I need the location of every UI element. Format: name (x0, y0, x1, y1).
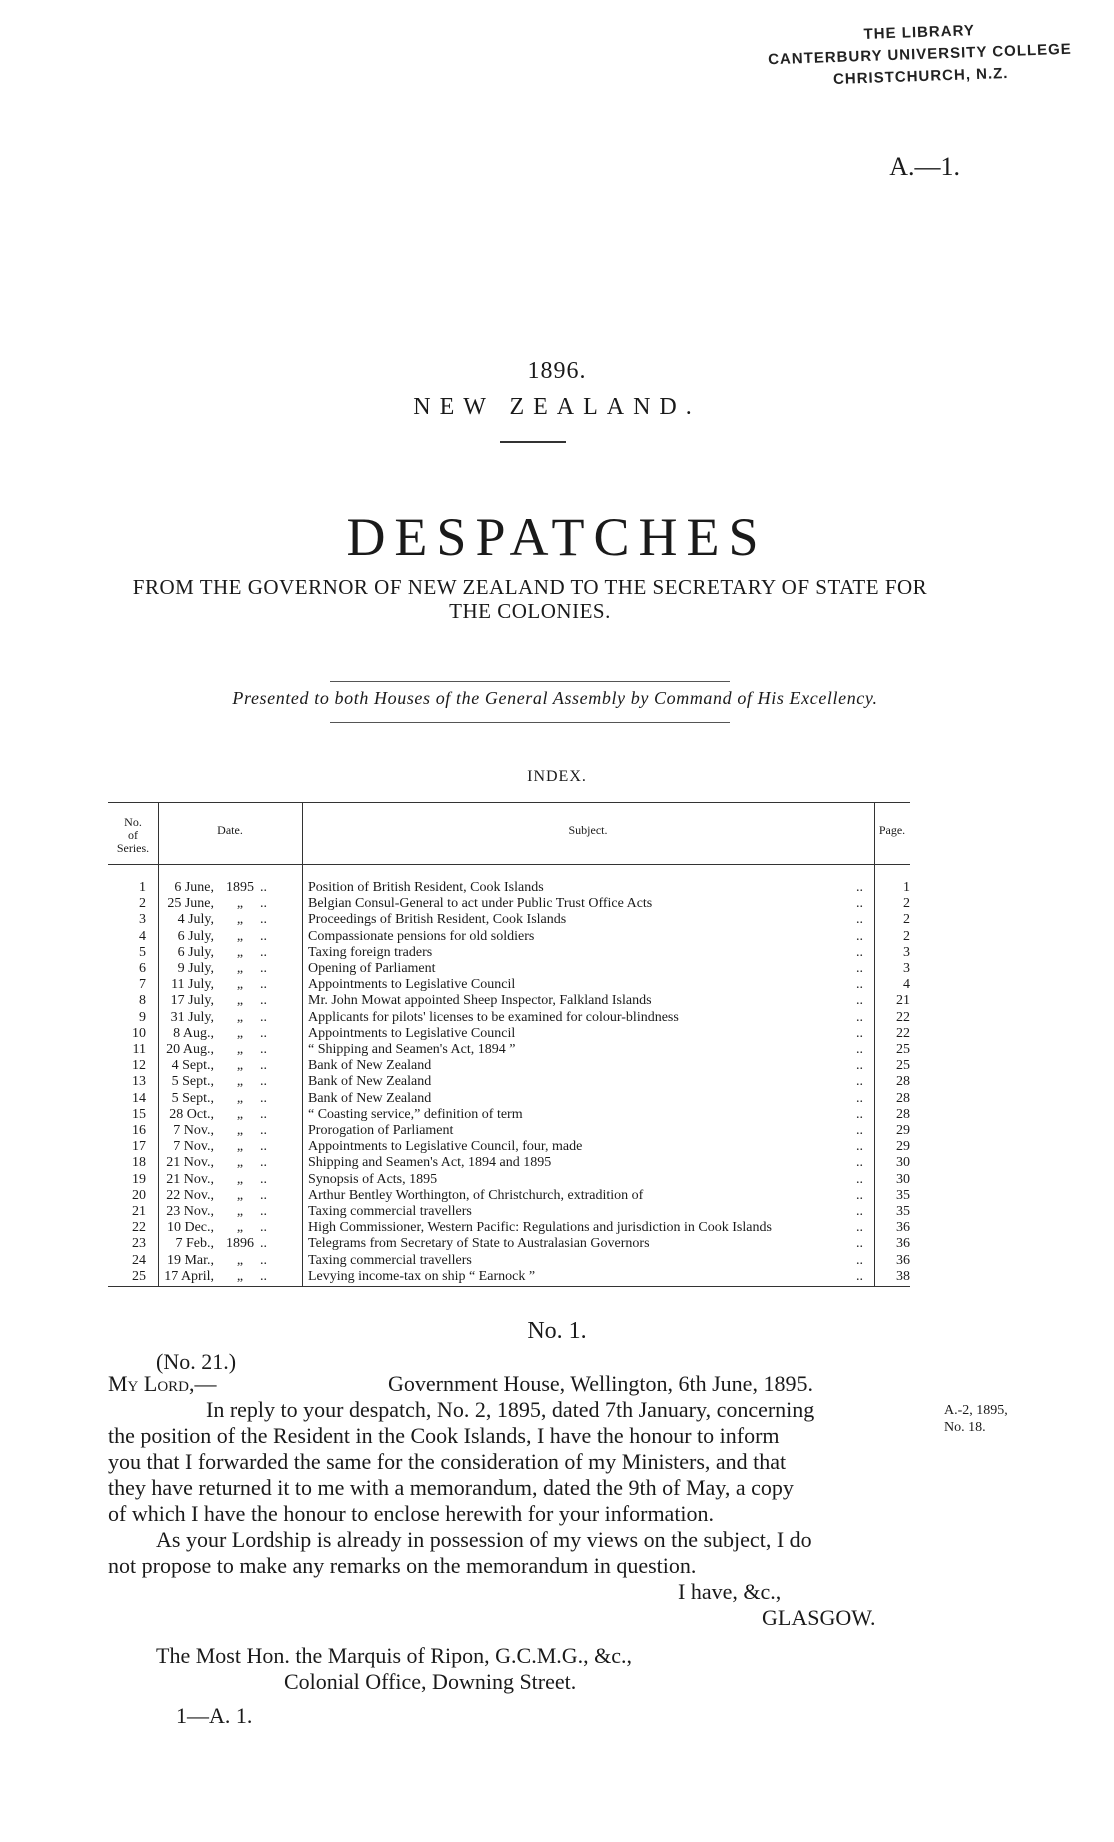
body-line: As your Lordship is already in possession of my views on the subject, I do (156, 1527, 812, 1552)
document-reference: A.—1. (889, 152, 960, 181)
row-subject-cell (308, 1188, 898, 1204)
index-heading: INDEX. (527, 768, 587, 785)
leader-dots: .. (856, 977, 863, 993)
stamp-line-3: CHRISTCHURCH, N.Z. (832, 64, 1009, 89)
row-date: 20 Aug., (166, 1042, 214, 1057)
row-date: 28 Oct., (169, 1106, 214, 1122)
row-subject: Synopsis of Acts, 1895 (308, 1172, 441, 1187)
row-subject: Applicants for pilots' licenses to be examined for colour-blindness (308, 1010, 683, 1025)
row-number: 11 (132, 1042, 146, 1057)
leader-dots: .. (260, 1187, 267, 1203)
leader-dots: .. (856, 1187, 863, 1203)
leader-dots: .. (856, 1009, 863, 1025)
row-page: 35 (896, 1187, 910, 1203)
row-date-mark: „ (236, 1042, 244, 1057)
leader-dots: .. (260, 1042, 267, 1057)
row-subject: Opening of Parliament (308, 961, 440, 976)
leader-dots: .. (856, 1090, 863, 1106)
presented-line: Presented to both Houses of the General Assembly by Command of His Excellency. (232, 688, 878, 708)
body-line: the position of the Resident in the Cook Islands, I have the honour to inform (108, 1423, 780, 1448)
leader-dots: .. (856, 1106, 863, 1122)
table-row (108, 1253, 910, 1269)
row-date-mark: „ (236, 944, 244, 960)
header-no-line2: of (128, 828, 138, 842)
row-subject-cell (308, 1269, 898, 1285)
row-page: 21 (896, 993, 910, 1009)
row-date-mark: „ (236, 1106, 244, 1122)
leader-dots: .. (260, 896, 267, 912)
row-page: 4 (903, 977, 910, 993)
year: 1896. (527, 358, 587, 384)
row-date-mark: „ (236, 977, 244, 993)
leader-dots: .. (856, 1204, 863, 1219)
row-subject: “ Shipping and Seamen's Act, 1894 ” (308, 1042, 519, 1057)
row-date: 17 April, (164, 1268, 214, 1284)
table-row (108, 1091, 910, 1107)
leader-dots: .. (260, 1171, 267, 1187)
table-row (108, 1058, 910, 1074)
row-page: 35 (896, 1204, 910, 1219)
table-row (108, 1204, 910, 1220)
row-subject: Taxing foreign traders (308, 945, 436, 960)
leader-dots: .. (260, 880, 267, 895)
row-number: 23 (132, 1236, 146, 1252)
row-date-mark: „ (236, 961, 244, 976)
table-bottom-rule (108, 1286, 910, 1287)
table-row (108, 912, 910, 928)
row-number: 16 (132, 1123, 146, 1138)
row-number: 8 (139, 993, 146, 1009)
row-number: 4 (139, 928, 146, 944)
row-subject-cell (308, 929, 898, 945)
row-date: 5 Sept., (171, 1090, 214, 1106)
row-number: 3 (139, 912, 146, 928)
leader-dots: .. (260, 1009, 267, 1025)
row-number: 18 (132, 1155, 146, 1171)
body-line: of which I have the honour to enclose herewith for your information. (108, 1501, 715, 1526)
table-header-rule (108, 864, 910, 865)
row-page: 28 (896, 1106, 910, 1122)
row-number: 22 (132, 1220, 146, 1236)
margin-note (944, 1402, 1008, 1436)
row-page: 29 (896, 1139, 910, 1155)
row-date-mark: „ (236, 896, 244, 912)
leader-dots: .. (856, 1220, 863, 1236)
row-date: 9 July, (177, 961, 214, 976)
row-number: 14 (132, 1090, 146, 1106)
leader-dots: .. (856, 1123, 863, 1138)
leader-dots: .. (260, 1106, 267, 1122)
leader-dots: .. (260, 1123, 267, 1138)
row-subject-cell (308, 1172, 898, 1188)
row-date-mark: „ (236, 1171, 244, 1187)
row-number: 5 (139, 944, 146, 960)
row-date: 8 Aug., (173, 1025, 214, 1041)
body-line: not propose to make any remarks on the memorandum in question. (108, 1553, 697, 1578)
table-row (108, 896, 910, 912)
row-date-mark: „ (236, 1090, 244, 1106)
row-date-mark: „ (236, 1268, 244, 1284)
table-row (108, 945, 910, 961)
row-number: 1 (139, 880, 146, 895)
row-date: 17 July, (170, 993, 214, 1009)
leader-dots: .. (260, 993, 267, 1009)
row-page: 38 (896, 1268, 910, 1284)
row-subject: Arthur Bentley Worthington, of Christchurch, extradition of (308, 1188, 647, 1203)
row-page: 3 (903, 944, 910, 960)
row-subject-cell (308, 1026, 898, 1042)
row-subject: Appointments to Legislative Council (308, 977, 519, 992)
header-date: Date. (217, 823, 243, 837)
header-page: Page. (878, 823, 906, 837)
table-row (108, 1042, 910, 1058)
row-date: 19 Mar., (166, 1252, 214, 1268)
row-date-mark: „ (236, 912, 244, 928)
body-line: you that I forwarded the same for the consideration of my Ministers, and that (108, 1449, 787, 1474)
index-table (108, 802, 910, 1298)
dateline: Government House, Wellington, 6th June, 1895. (388, 1371, 813, 1396)
leader-dots: .. (260, 1025, 267, 1041)
row-subject-cell (308, 880, 898, 896)
leader-dots: .. (856, 1236, 863, 1252)
leader-dots: .. (856, 1139, 863, 1155)
row-number: 19 (132, 1171, 146, 1187)
row-page: 29 (896, 1123, 910, 1138)
despatch-ref: (No. 21.) (156, 1349, 237, 1374)
row-subject: Position of British Resident, Cook Islands (308, 880, 548, 895)
row-page: 28 (896, 1074, 910, 1090)
salutation: My Lord,— (108, 1371, 217, 1396)
page-subtitle: FROM THE GOVERNOR OF NEW ZEALAND TO THE SECRETARY OF STATE FOR THE COLONIES. (132, 575, 928, 623)
row-date: 4 July, (177, 912, 214, 928)
row-subject-cell (308, 1058, 898, 1074)
row-date: 6 July, (177, 944, 214, 960)
row-page: 2 (903, 896, 910, 912)
row-date-mark: „ (236, 1155, 244, 1171)
table-row (108, 977, 910, 993)
row-page: 36 (896, 1236, 910, 1252)
row-date-mark: „ (236, 1139, 244, 1155)
row-subject-cell (308, 993, 898, 1009)
row-subject-cell (308, 1091, 898, 1107)
table-row (108, 961, 910, 977)
row-subject: Belgian Consul-General to act under Public Trust Office Acts (308, 896, 656, 911)
leader-dots: .. (260, 912, 267, 928)
leader-dots: .. (260, 944, 267, 960)
row-date-mark: „ (236, 993, 244, 1009)
leader-dots: .. (260, 928, 267, 944)
row-date: 22 Nov., (166, 1187, 214, 1203)
row-number: 12 (132, 1058, 146, 1074)
row-date-mark: „ (236, 1187, 244, 1203)
row-subject: Appointments to Legislative Council (308, 1026, 519, 1041)
page-title: DESPATCHES (346, 507, 768, 567)
table-row (108, 1188, 910, 1204)
row-page: 25 (896, 1042, 910, 1057)
row-date-mark: „ (236, 1025, 244, 1041)
row-subject: Shipping and Seamen's Act, 1894 and 1895 (308, 1155, 555, 1170)
row-date: 5 Sept., (171, 1074, 214, 1090)
title-divider (500, 441, 566, 443)
row-subject-cell (308, 945, 898, 961)
table-row (108, 1026, 910, 1042)
row-subject: Prorogation of Parliament (308, 1123, 457, 1138)
row-number: 17 (132, 1139, 146, 1155)
leader-dots: .. (856, 928, 863, 944)
row-subject: Bank of New Zealand (308, 1058, 435, 1073)
leader-dots: .. (260, 961, 267, 976)
row-date-mark: „ (236, 1204, 244, 1219)
row-subject-cell (308, 1139, 898, 1155)
row-date-mark: „ (236, 1009, 244, 1025)
row-date: 25 June, (167, 896, 214, 912)
leader-dots: .. (856, 1074, 863, 1090)
table-row (108, 993, 910, 1009)
table-row (108, 1107, 910, 1123)
row-page: 25 (896, 1058, 910, 1074)
leader-dots: .. (260, 1139, 267, 1155)
leader-dots: .. (856, 993, 863, 1009)
row-subject: Telegrams from Secretary of State to Australasian Governors (308, 1236, 654, 1251)
leader-dots: .. (856, 1155, 863, 1171)
body-line: In reply to your despatch, No. 2, 1895, dated 7th January, concerning (206, 1397, 815, 1422)
header-subject: Subject. (568, 823, 608, 837)
row-number: 2 (139, 896, 146, 912)
row-date-mark: 1895 (226, 880, 254, 895)
row-page: 2 (903, 912, 910, 928)
leader-dots: .. (856, 896, 863, 912)
table-row (108, 1172, 910, 1188)
stamp-line-1: THE LIBRARY (863, 22, 976, 43)
leader-dots: .. (856, 961, 863, 976)
leader-dots: .. (856, 1252, 863, 1268)
leader-dots: .. (260, 977, 267, 993)
row-subject-cell (308, 896, 898, 912)
row-date: 4 Sept., (171, 1058, 214, 1074)
leader-dots: .. (260, 1058, 267, 1074)
row-subject: Taxing commercial travellers (308, 1204, 476, 1219)
margin-note-line1: A.-2, 1895, (944, 1403, 1008, 1418)
row-page: 1 (903, 880, 910, 895)
row-date: 6 July, (177, 928, 214, 944)
row-date-mark: „ (236, 1058, 244, 1074)
leader-dots: .. (856, 1268, 863, 1284)
row-subject: Levying income-tax on ship “ Earnock ” (308, 1269, 539, 1284)
table-row (108, 1123, 910, 1139)
row-date-mark: „ (236, 928, 244, 944)
row-subject: “ Coasting service,” definition of term (308, 1107, 527, 1122)
addressee-line1: The Most Hon. the Marquis of Ripon, G.C.M.G., &c., (156, 1643, 633, 1668)
row-date: 21 Nov., (166, 1155, 214, 1171)
leader-dots: .. (260, 1236, 267, 1252)
row-subject-cell (308, 1123, 898, 1139)
row-page: 30 (896, 1171, 910, 1187)
row-page: 3 (903, 961, 910, 976)
leader-dots: .. (856, 1025, 863, 1041)
leader-dots: .. (260, 1268, 267, 1284)
leader-dots: .. (260, 1155, 267, 1171)
row-page: 36 (896, 1252, 910, 1268)
row-date-mark: „ (236, 1252, 244, 1268)
row-date: 6 June, (174, 880, 214, 895)
leader-dots: .. (260, 1204, 267, 1219)
row-date-mark: „ (236, 1123, 244, 1138)
row-subject-cell (308, 1074, 898, 1090)
row-subject-cell (308, 1042, 898, 1058)
row-number: 20 (132, 1187, 146, 1203)
leader-dots: .. (260, 1220, 267, 1236)
table-row (108, 929, 910, 945)
table-row (108, 1074, 910, 1090)
row-page: 22 (896, 1009, 910, 1025)
row-number: 7 (139, 977, 146, 993)
row-page: 30 (896, 1155, 910, 1171)
row-date: 7 Nov., (173, 1123, 214, 1138)
header-no-series (108, 816, 158, 855)
leader-dots: .. (856, 1058, 863, 1074)
row-page: 28 (896, 1090, 910, 1106)
row-subject: Bank of New Zealand (308, 1074, 435, 1089)
table-row (108, 1139, 910, 1155)
table-top-rule (108, 802, 910, 803)
row-subject: Bank of New Zealand (308, 1091, 435, 1106)
row-number: 9 (139, 1009, 146, 1025)
row-subject: Mr. John Mowat appointed Sheep Inspector, Falkland Islands (308, 993, 656, 1008)
leader-dots: .. (856, 1042, 863, 1057)
row-subject-cell (308, 977, 898, 993)
row-number: 10 (132, 1025, 146, 1041)
table-row (108, 1269, 910, 1285)
row-number: 6 (139, 961, 146, 976)
row-subject-cell (308, 1204, 898, 1220)
row-number: 25 (132, 1268, 146, 1284)
leader-dots: .. (856, 880, 863, 895)
row-number: 15 (132, 1106, 146, 1122)
row-date: 21 Nov., (166, 1171, 214, 1187)
row-page: 36 (896, 1220, 910, 1236)
leader-dots: .. (856, 1171, 863, 1187)
row-date: 31 July, (170, 1009, 214, 1025)
row-subject: High Commissioner, Western Pacific: Regulations and jurisdiction in Cook Islands (308, 1220, 776, 1235)
row-subject-cell (308, 912, 898, 928)
header-no-line3: Series. (116, 841, 150, 855)
row-number: 13 (132, 1074, 146, 1090)
row-date: 7 Feb., (175, 1236, 214, 1252)
row-page: 2 (903, 928, 910, 944)
addressee-line2: Colonial Office, Downing Street. (284, 1669, 577, 1694)
row-subject: Compassionate pensions for old soldiers (308, 929, 538, 944)
row-number: 21 (132, 1204, 146, 1219)
margin-note-line2: No. 18. (944, 1420, 986, 1435)
row-date: 10 Dec., (166, 1220, 214, 1236)
stamp-line-2: CANTERBURY UNIVERSITY COLLEGE (767, 40, 1073, 69)
table-row (108, 1220, 910, 1236)
signature: GLASGOW. (762, 1605, 876, 1630)
despatch-heading: No. 1. (527, 1318, 587, 1344)
table-row (108, 880, 910, 896)
row-date-mark: „ (236, 1220, 244, 1236)
row-page: 22 (896, 1025, 910, 1041)
header-no-line1: No. (124, 815, 142, 829)
library-stamp (739, 16, 1101, 95)
leader-dots: .. (260, 1090, 267, 1106)
row-subject-cell (308, 961, 898, 977)
row-date-mark: 1896 (226, 1236, 254, 1252)
row-subject: Appointments to Legislative Council, four, made (308, 1139, 586, 1154)
leader-dots: .. (260, 1074, 267, 1090)
row-subject-cell (308, 1220, 898, 1236)
row-date: 23 Nov., (166, 1204, 214, 1219)
row-subject-cell (308, 1236, 898, 1252)
table-row (108, 1236, 910, 1252)
leader-dots: .. (856, 912, 863, 928)
row-date: 7 Nov., (173, 1139, 214, 1155)
page-footer: 1—A. 1. (176, 1703, 253, 1728)
leader-dots: .. (260, 1252, 267, 1268)
country: NEW ZEALAND. (413, 394, 701, 420)
row-subject: Taxing commercial travellers (308, 1253, 476, 1268)
closing: I have, &c., (678, 1579, 782, 1604)
row-subject-cell (308, 1107, 898, 1123)
row-subject: Proceedings of British Resident, Cook Islands (308, 912, 570, 927)
leader-dots: .. (856, 944, 863, 960)
row-date-mark: „ (236, 1074, 244, 1090)
row-date: 11 July, (171, 977, 214, 993)
table-row (108, 1155, 910, 1171)
row-number: 24 (132, 1252, 146, 1268)
row-subject-cell (308, 1155, 898, 1171)
body-line: they have returned it to me with a memorandum, dated the 9th of May, a copy (108, 1475, 794, 1500)
row-subject-cell (308, 1010, 898, 1026)
row-subject-cell (308, 1253, 898, 1269)
table-row (108, 1010, 910, 1026)
